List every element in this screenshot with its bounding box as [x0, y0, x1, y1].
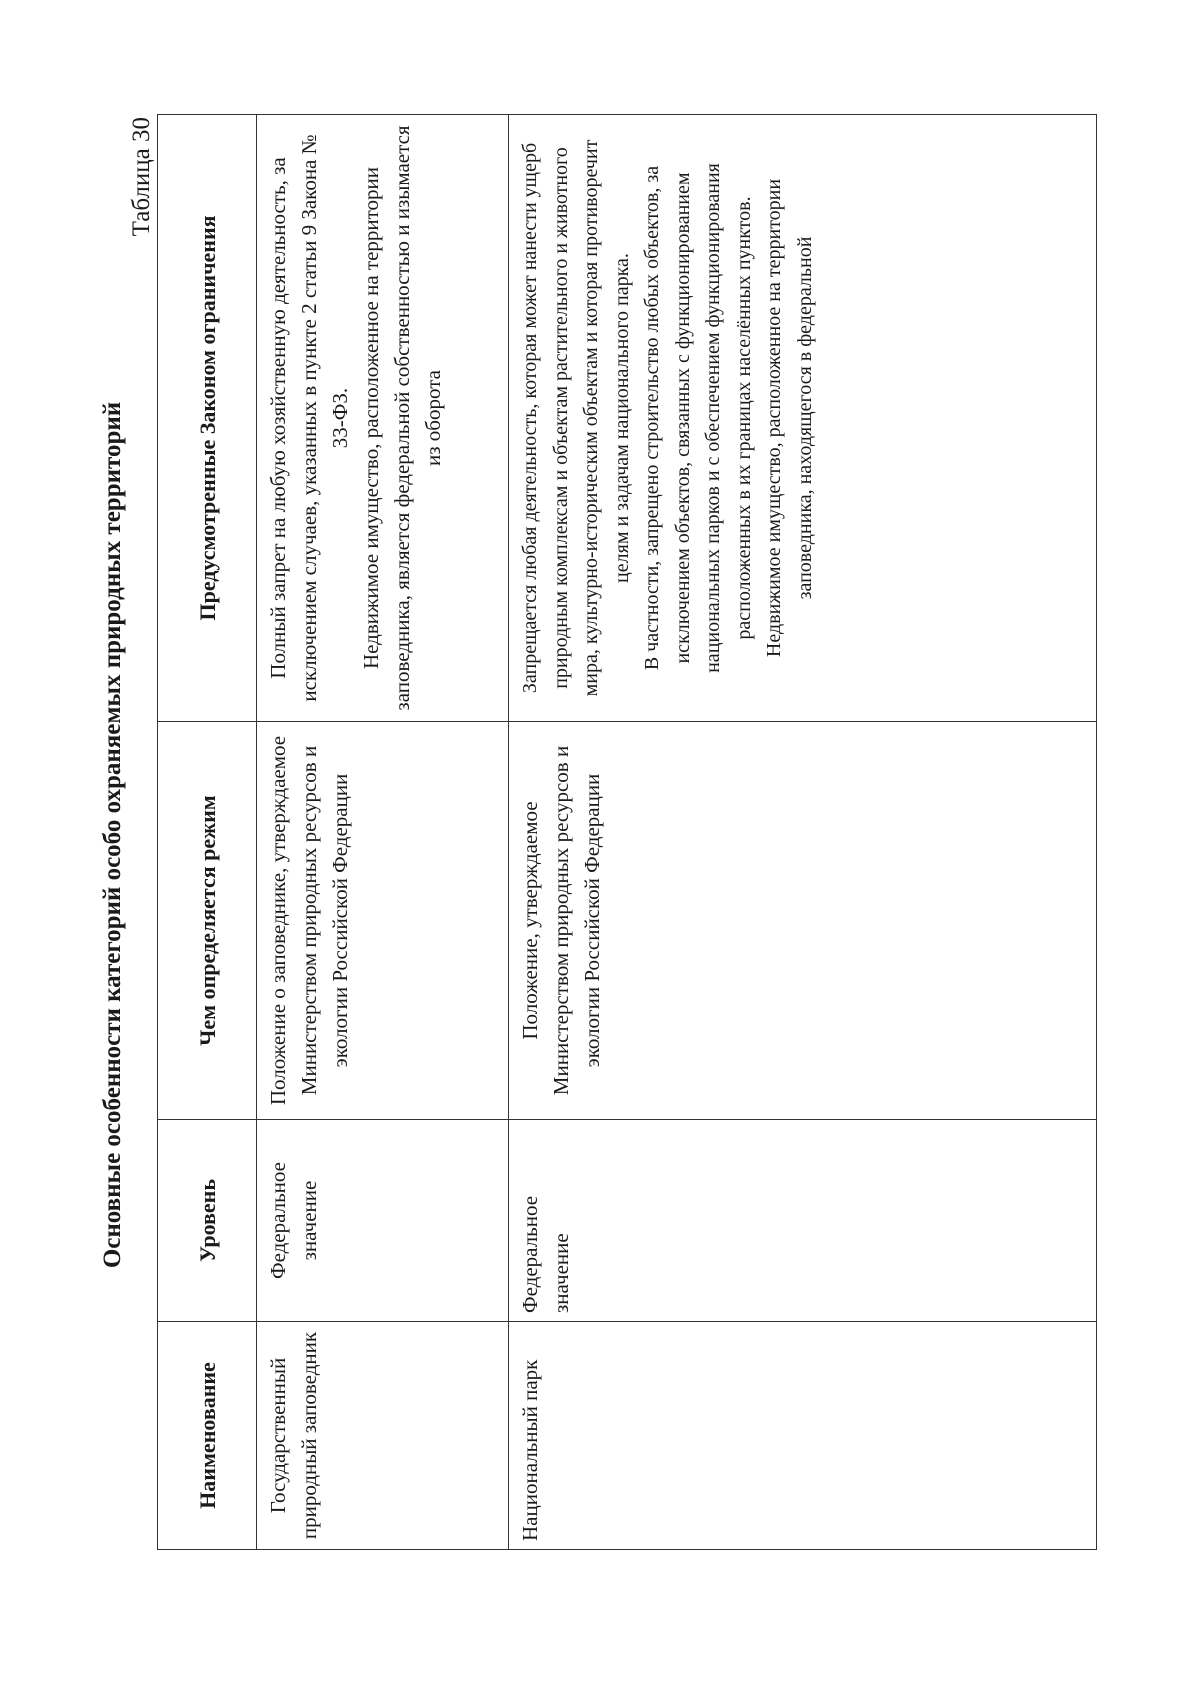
restriction-paragraph: Полный запрет на любую хозяйственную деятельность, за исключением случаев, указанных в пункте 2 статьи 9 Закона № 33-ФЗ.: [266, 134, 352, 702]
restriction-paragraph: Недвижимое имущество, расположенное на территории заповедника, является федеральной собственностью и изымается из оборота: [359, 125, 445, 711]
rotated-page-content: [95, 95, 1115, 1555]
table-row: [257, 115, 509, 1550]
cell-level: Федеральное значение: [257, 1120, 509, 1322]
table-number: Таблица 30: [128, 117, 155, 237]
cell-restrictions: [257, 115, 509, 722]
table-header-row: [158, 115, 257, 1550]
restriction-paragraph: В частности, запрещено строительство любых объектов, за исключением объектов, связанных с функционированием национальных парков и с обеспечением функционирования расположенных в их границах населённых пунктов.: [641, 163, 755, 673]
page-title: Основные особенности категорий особо охраняемых природных территорий: [99, 401, 126, 1269]
restriction-paragraph: Запрещается любая деятельность, которая может нанести ущерб природным комплексам и объектам растительного и животного мира, культурно-историческим объектам и которая противоречит целям и задачам национального парка.: [519, 139, 633, 697]
cell-name: Национальный парк: [509, 1322, 1097, 1550]
cell-name: Государственный природный заповедник: [257, 1322, 509, 1550]
table-row: [509, 115, 1097, 1550]
cell-restrictions: [509, 115, 1097, 722]
header-restrictions: Предусмотренные Законом ограничения: [158, 115, 257, 722]
header-name: Наименование: [158, 1322, 257, 1550]
header-regime: Чем определяется режим: [158, 722, 257, 1120]
cell-regime: Положение, утверждаемое Министерством природных ресурсов и экологии Российской Федерации: [509, 722, 1097, 1120]
cell-regime: Положение о заповеднике, утверждаемое Министерством природных ресурсов и экологии Российской Федерации: [257, 722, 509, 1120]
protected-areas-table: [157, 114, 1097, 1550]
header-level: Уровень: [158, 1120, 257, 1322]
restriction-paragraph: Недвижимое имущество, расположенное на территории заповедника, находящегося в федеральной: [763, 178, 816, 658]
cell-level: Федеральное значение: [509, 1120, 1097, 1322]
